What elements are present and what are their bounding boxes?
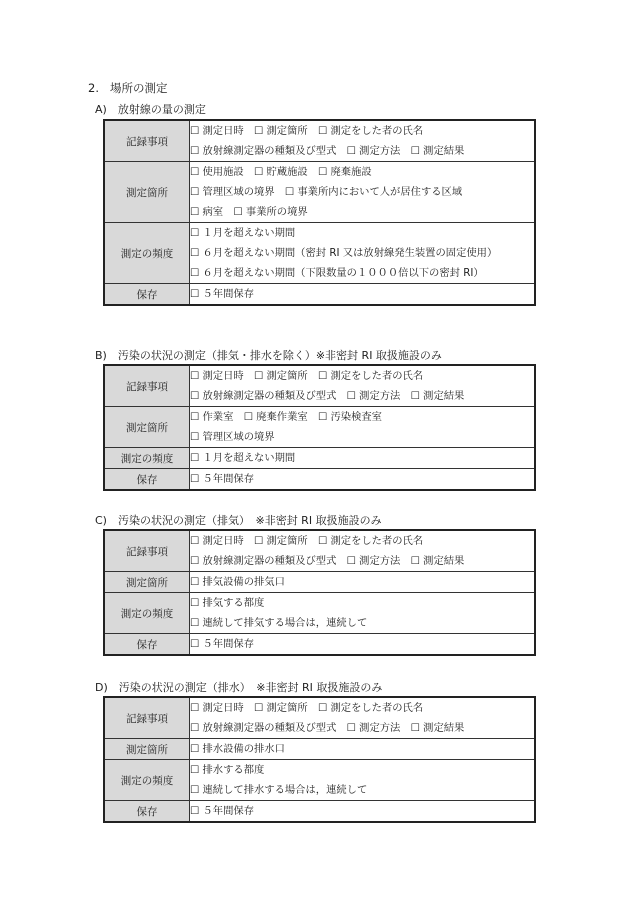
checkbox-line[interactable]: ☐ 排水する都度: [190, 764, 265, 776]
table-row: [104, 739, 535, 760]
row-value: [190, 407, 536, 448]
row-label: 測定の頻度: [104, 593, 190, 634]
checkbox-line[interactable]: ☐ 管理区域の境界 ☐ 事業所内において人が居住する区域: [190, 186, 463, 198]
row-value: [190, 365, 536, 407]
row-label: 記録事項: [104, 697, 190, 739]
table-row: [104, 469, 535, 491]
table-row: [104, 593, 535, 634]
checkbox-line[interactable]: ☐ １月を超えない期間: [190, 227, 296, 239]
checkbox-line[interactable]: ☐ 放射線測定器の種類及び型式 ☐ 測定方法 ☐ 測定結果: [190, 722, 465, 734]
table-row: [104, 448, 535, 469]
table-row: [104, 572, 535, 593]
row-label: 記録事項: [104, 120, 190, 162]
row-value: [190, 162, 536, 223]
table-row: [104, 162, 535, 223]
checkbox-line[interactable]: ☐ 測定日時 ☐ 測定箇所 ☐ 測定をした者の氏名: [190, 702, 424, 714]
table-row: [104, 530, 535, 572]
checkbox-line[interactable]: ☐ ５年間保存: [190, 805, 254, 817]
table-row: [104, 365, 535, 407]
checkbox-line[interactable]: ☐ 管理区域の境界: [190, 431, 275, 443]
row-label: 保存: [104, 284, 190, 306]
row-value: [190, 739, 536, 760]
table-row: [104, 801, 535, 823]
row-value: [190, 697, 536, 739]
row-label: 保存: [104, 801, 190, 823]
checkbox-line[interactable]: ☐ 連続して排水する場合は，連続して: [190, 784, 368, 796]
checkbox-line[interactable]: ☐ 連続して排気する場合は，連続して: [190, 617, 368, 629]
row-value: [190, 760, 536, 801]
row-label: 測定箇所: [104, 739, 190, 760]
table-row: [104, 284, 535, 306]
row-label: 測定箇所: [104, 572, 190, 593]
checkbox-line[interactable]: ☐ 放射線測定器の種類及び型式 ☐ 測定方法 ☐ 測定結果: [190, 555, 465, 567]
table-row: [104, 697, 535, 739]
checkbox-line[interactable]: ☐ 測定日時 ☐ 測定箇所 ☐ 測定をした者の氏名: [190, 125, 424, 137]
table-b: [103, 364, 536, 491]
row-value: [190, 284, 536, 306]
row-label: 測定箇所: [104, 162, 190, 223]
checkbox-line[interactable]: ☐ 排水設備の排水口: [190, 743, 285, 755]
table-row: [104, 120, 535, 162]
subsection-b-title: B) 汚染の状況の測定（排気・排水を除く）※非密封 RI 取扱施設のみ: [95, 349, 442, 362]
section-number: 2.: [88, 81, 99, 95]
row-value: [190, 469, 536, 491]
table-a: [103, 119, 536, 306]
checkbox-line[interactable]: ☐ 病室 ☐ 事業所の境界: [190, 206, 308, 218]
table-d: [103, 696, 536, 823]
row-label: 測定の頻度: [104, 223, 190, 284]
row-value: [190, 572, 536, 593]
section-heading: [88, 80, 167, 96]
row-value: [190, 593, 536, 634]
row-value: [190, 448, 536, 469]
row-value: [190, 223, 536, 284]
table-row: [104, 223, 535, 284]
subsection-c-title: C) 汚染の状況の測定（排気） ※非密封 RI 取扱施設のみ: [95, 514, 382, 527]
checkbox-line[interactable]: ☐ １月を超えない期間: [190, 452, 296, 464]
row-label: 保存: [104, 634, 190, 656]
row-value: [190, 530, 536, 572]
checkbox-line[interactable]: ☐ 排気する都度: [190, 597, 265, 609]
row-label: 記録事項: [104, 365, 190, 407]
checkbox-line[interactable]: ☐ ６月を超えない期間（密封 RI 又は放射線発生装置の固定使用）: [190, 247, 498, 259]
checkbox-line[interactable]: ☐ ５年間保存: [190, 473, 254, 485]
row-label: 保存: [104, 469, 190, 491]
row-value: [190, 634, 536, 656]
table-row: [104, 760, 535, 801]
row-label: 測定箇所: [104, 407, 190, 448]
row-value: [190, 120, 536, 162]
row-label: 記録事項: [104, 530, 190, 572]
table-c: [103, 529, 536, 656]
row-value: [190, 801, 536, 823]
row-label: 測定の頻度: [104, 760, 190, 801]
checkbox-line[interactable]: ☐ ５年間保存: [190, 638, 254, 650]
checkbox-line[interactable]: ☐ 使用施設 ☐ 貯蔵施設 ☐ 廃棄施設: [190, 166, 372, 178]
checkbox-line[interactable]: ☐ 測定日時 ☐ 測定箇所 ☐ 測定をした者の氏名: [190, 535, 424, 547]
checkbox-line[interactable]: ☐ 放射線測定器の種類及び型式 ☐ 測定方法 ☐ 測定結果: [190, 390, 465, 402]
checkbox-line[interactable]: ☐ 排気設備の排気口: [190, 576, 285, 588]
subsection-d-title: D) 汚染の状況の測定（排水） ※非密封 RI 取扱施設のみ: [95, 681, 383, 694]
checkbox-line[interactable]: ☐ ６月を超えない期間（下限数量の１０００倍以下の密封 RI）: [190, 267, 484, 279]
checkbox-line[interactable]: ☐ 作業室 ☐ 廃棄作業室 ☐ 汚染検査室: [190, 411, 382, 423]
subsection-a-title: A) 放射線の量の測定: [95, 103, 206, 116]
table-row: [104, 634, 535, 656]
checkbox-line[interactable]: ☐ 放射線測定器の種類及び型式 ☐ 測定方法 ☐ 測定結果: [190, 145, 465, 157]
table-row: [104, 407, 535, 448]
checkbox-line[interactable]: ☐ 測定日時 ☐ 測定箇所 ☐ 測定をした者の氏名: [190, 370, 424, 382]
checkbox-line[interactable]: ☐ ５年間保存: [190, 288, 254, 300]
row-label: 測定の頻度: [104, 448, 190, 469]
section-title: 場所の測定: [109, 81, 168, 95]
